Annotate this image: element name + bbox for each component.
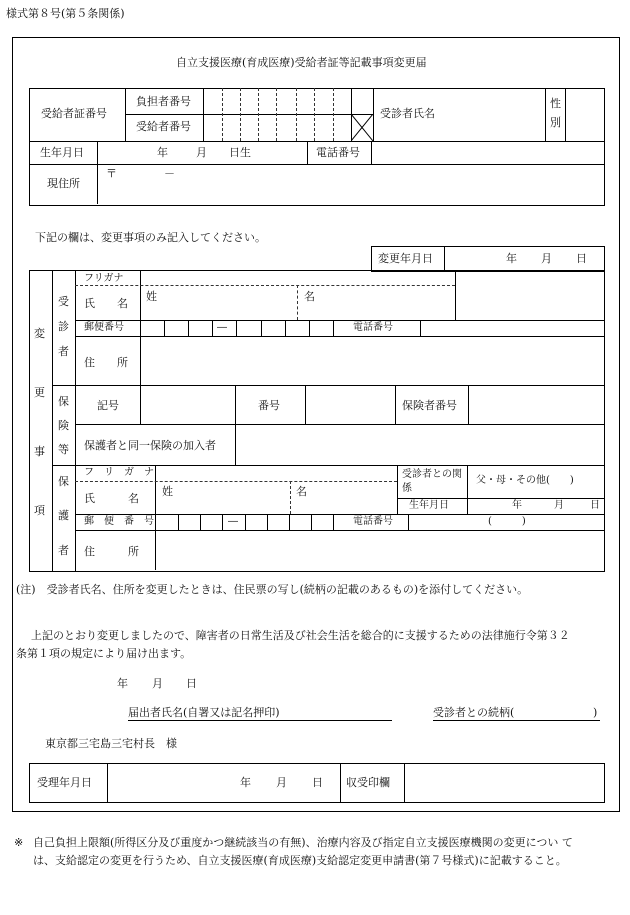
relationship-label: 受診者との続柄( [433, 706, 515, 719]
relation-value: 父・母・その他( ) [476, 475, 574, 486]
birth-month: 月 [196, 146, 207, 159]
stamp-label: 収受印欄 [346, 776, 390, 789]
guardian-birth-day: 日 [590, 500, 600, 511]
insurer-no-label: 保険者番号 [402, 399, 457, 412]
change-month: 月 [541, 252, 552, 265]
insurance-char-2: 険 [58, 419, 69, 432]
phone-label: 電話番号 [316, 146, 360, 159]
statement-line-1: 上記のとおり変更しましたので、障害者の日常生活及び社会生活を総合的に支援するための法律施行令第３２ [31, 629, 570, 642]
side-char-2: 更 [34, 386, 45, 399]
date-year: 年 [117, 677, 128, 690]
receipt-label: 受理年月日 [37, 776, 92, 789]
recipient-number-label: 受給者番号 [136, 120, 191, 133]
insurance-char-1: 保 [58, 395, 69, 408]
postal-dash-1: ― [217, 322, 227, 333]
postal-dash: － [164, 167, 175, 180]
change-note: 下記の欄は、変更事項のみ記入してください。 [35, 231, 266, 244]
patient-char-1: 受 [58, 295, 69, 308]
birthdate-label: 生年月日 [40, 146, 84, 159]
change-year: 年 [506, 252, 517, 265]
footer-mark: ※ [14, 836, 24, 849]
guardian-birth-label: 生年月日 [409, 500, 449, 511]
birth-day: 日生 [229, 146, 251, 159]
guardian-char-2: 護 [58, 509, 69, 522]
guardian-address-label: 住 所 [84, 545, 139, 558]
form-title: 自立支援医療(育成医療)受給者証等記載事項変更届 [176, 56, 427, 69]
patient-char-3: 者 [58, 345, 69, 358]
sex-label-1: 性 [550, 97, 561, 110]
guardian-phone-label: 電話番号 [353, 516, 393, 527]
guardian-char-3: 者 [58, 544, 69, 557]
side-char-1: 変 [34, 327, 45, 340]
footer-line-2: は、支給認定の変更を行うため、自立支援医療(育成医療)支給認定変更申請書(第７号様式)に記載すること。 [33, 854, 567, 867]
postal-mark: 〒 [106, 167, 117, 180]
relation-label: 受診者との関係 [402, 469, 462, 494]
guardian-char-1: 保 [58, 475, 69, 488]
payer-number-label: 負担者番号 [136, 95, 191, 108]
guardian-postal-label: 郵 便 番 号 [84, 516, 154, 527]
name-label: 氏 名 [84, 297, 128, 310]
insurance-char-3: 等 [58, 443, 69, 456]
applicant-label: 届出者氏名(自署又は記名押印) [128, 706, 280, 719]
guardian-postal-dash: ― [228, 516, 238, 527]
sei-label: 姓 [146, 290, 157, 303]
addressee: 東京都三宅島三宅村長 様 [45, 737, 177, 750]
same-insurance-label: 保護者と同一保険の加入者 [84, 439, 216, 452]
cross-out-cell [351, 114, 373, 141]
guardian-name-label: 氏 名 [84, 492, 139, 505]
form-number: 様式第８号(第５条関係) [6, 7, 125, 20]
sex-label-2: 別 [550, 116, 561, 129]
guardian-sei-label: 姓 [162, 485, 173, 498]
change-date-label: 変更年月日 [378, 252, 433, 265]
date-month: 月 [152, 677, 163, 690]
footer-line-1: 自己負担上限額(所得区分及び重度かつ継続該当の有無)、治療内容及び指定自立支援医療機関の変更につい て [33, 836, 573, 849]
patient-char-2: 診 [58, 320, 69, 333]
guardian-mei-label: 名 [296, 485, 307, 498]
patient-phone-label: 電話番号 [353, 322, 393, 333]
patient-address-label: 住 所 [84, 356, 128, 369]
statement-line-2: 条第１項の規定により届け出ます。 [16, 647, 192, 660]
mei-label: 名 [304, 290, 315, 303]
guardian-phone-parens: ( ) [488, 516, 526, 527]
birth-year: 年 [157, 146, 168, 159]
note-paren: (注) 受診者氏名、住所を変更したときは、住民票の写し(続柄の記載のあるもの)を添付してください。 [16, 583, 529, 596]
address-label: 現住所 [47, 177, 80, 190]
postal-label: 郵便番号 [84, 322, 124, 333]
patient-name-label: 受診者氏名 [380, 107, 435, 120]
guardian-birth-month: 月 [554, 500, 564, 511]
side-char-4: 項 [34, 504, 45, 517]
furigana-label: フリガナ [84, 273, 124, 284]
receipt-year: 年 [240, 776, 251, 789]
date-day: 日 [186, 677, 197, 690]
kigo-label: 記号 [97, 399, 119, 412]
guardian-furigana-label: フ リ ガ ナ [84, 467, 154, 478]
relationship-close: ) [593, 706, 598, 719]
change-day: 日 [576, 252, 587, 265]
receipt-day: 日 [312, 776, 323, 789]
recipient-cert-label: 受給者証番号 [41, 107, 107, 120]
bango-label: 番号 [258, 399, 280, 412]
guardian-birth-year: 年 [512, 500, 522, 511]
side-char-3: 事 [34, 445, 45, 458]
receipt-month: 月 [276, 776, 287, 789]
